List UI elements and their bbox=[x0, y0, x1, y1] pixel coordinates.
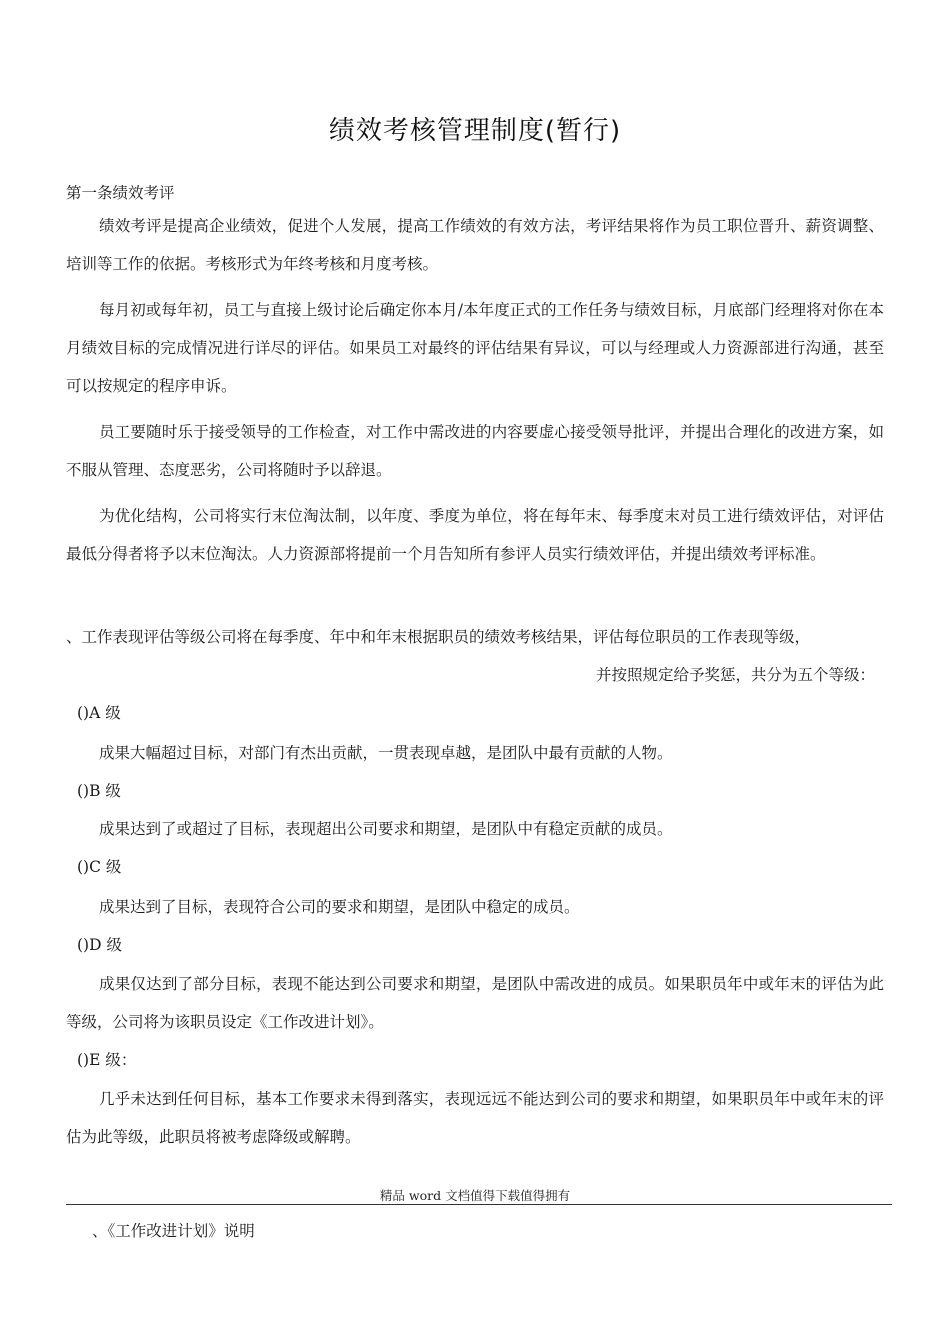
page-footer: 精品 word 文档值得下载值得拥有 bbox=[379, 1188, 571, 1203]
paragraph-2: 每月初或每年初，员工与直接上级讨论后确定你本月/本年度正式的工作任务与绩效目标，月底部门经理将对你在本月绩效目标的完成情况进行详尽的评估。如果员工对最终的评估结果有异议，可以与经理或人力资源部进行沟通，甚至可以按规定的程序申诉。 bbox=[66, 301, 884, 395]
footer-divider bbox=[66, 1204, 892, 1205]
grade-e-description: 几乎未达到任何目标，基本工作要求未得到落实，表现远远不能达到公司的要求和期望，如果职员年中或年末的评估为此等级，此职员将被考虑降级或解聘。 bbox=[66, 1090, 884, 1146]
next-section-heading: 、《工作改进计划》说明 bbox=[92, 1222, 255, 1240]
document-title: 绩效考核管理制度(暂行) bbox=[328, 116, 622, 146]
grade-c-description: 成果达到了目标，表现符合公司的要求和期望，是团队中稳定的成员。 bbox=[99, 898, 580, 916]
grade-d-description: 成果仅达到了部分目标，表现不能达到公司要求和期望，是团队中需改进的成员。如果职员年中或年末的评估为此等级，公司将为该职员设定《工作改进计划》。 bbox=[66, 975, 884, 1031]
grading-intro-line2: 并按照规定给予奖惩，共分为五个等级： bbox=[595, 666, 875, 684]
paragraph-1: 绩效考评是提高企业绩效，促进个人发展，提高工作绩效的有效方法，考评结果将作为员工职位晋升、薪资调整、培训等工作的依据。考核形式为年终考核和月度考核。 bbox=[66, 217, 884, 273]
grade-a-label: ()A 级 bbox=[77, 704, 121, 722]
paragraph-4: 为优化结构，公司将实行末位淘汰制，以年度、季度为单位，将在每年末、每季度末对员工进行绩效评估，对评估最低分得者将予以末位淘汰。人力资源部将提前一个月告知所有参评人员实行绩效评估，并提出绩效考评标准。 bbox=[66, 507, 884, 563]
grade-c-label: ()C 级 bbox=[77, 858, 122, 876]
paragraph-3: 员工要随时乐于接受领导的工作检查，对工作中需改进的内容要虚心接受领导批评，并提出合理化的改进方案，如不服从管理、态度恶劣，公司将随时予以辞退。 bbox=[66, 423, 884, 479]
section-heading: 第一条绩效考评 bbox=[66, 184, 175, 202]
grading-intro-line1: 、工作表现评估等级公司将在每季度、年中和年末根据职员的绩效考核结果，评估每位职员的工作表现等级， bbox=[66, 628, 811, 646]
grade-e-label: ()E 级： bbox=[77, 1051, 137, 1069]
grade-d-label: ()D 级 bbox=[77, 936, 122, 954]
grade-a-description: 成果大幅超过目标，对部门有杰出贡献，一贯表现卓越，是团队中最有贡献的人物。 bbox=[99, 744, 673, 762]
grade-b-description: 成果达到了或超过了目标，表现超出公司要求和期望，是团队中有稳定贡献的成员。 bbox=[99, 820, 673, 838]
grade-b-label: ()B 级 bbox=[77, 782, 121, 800]
